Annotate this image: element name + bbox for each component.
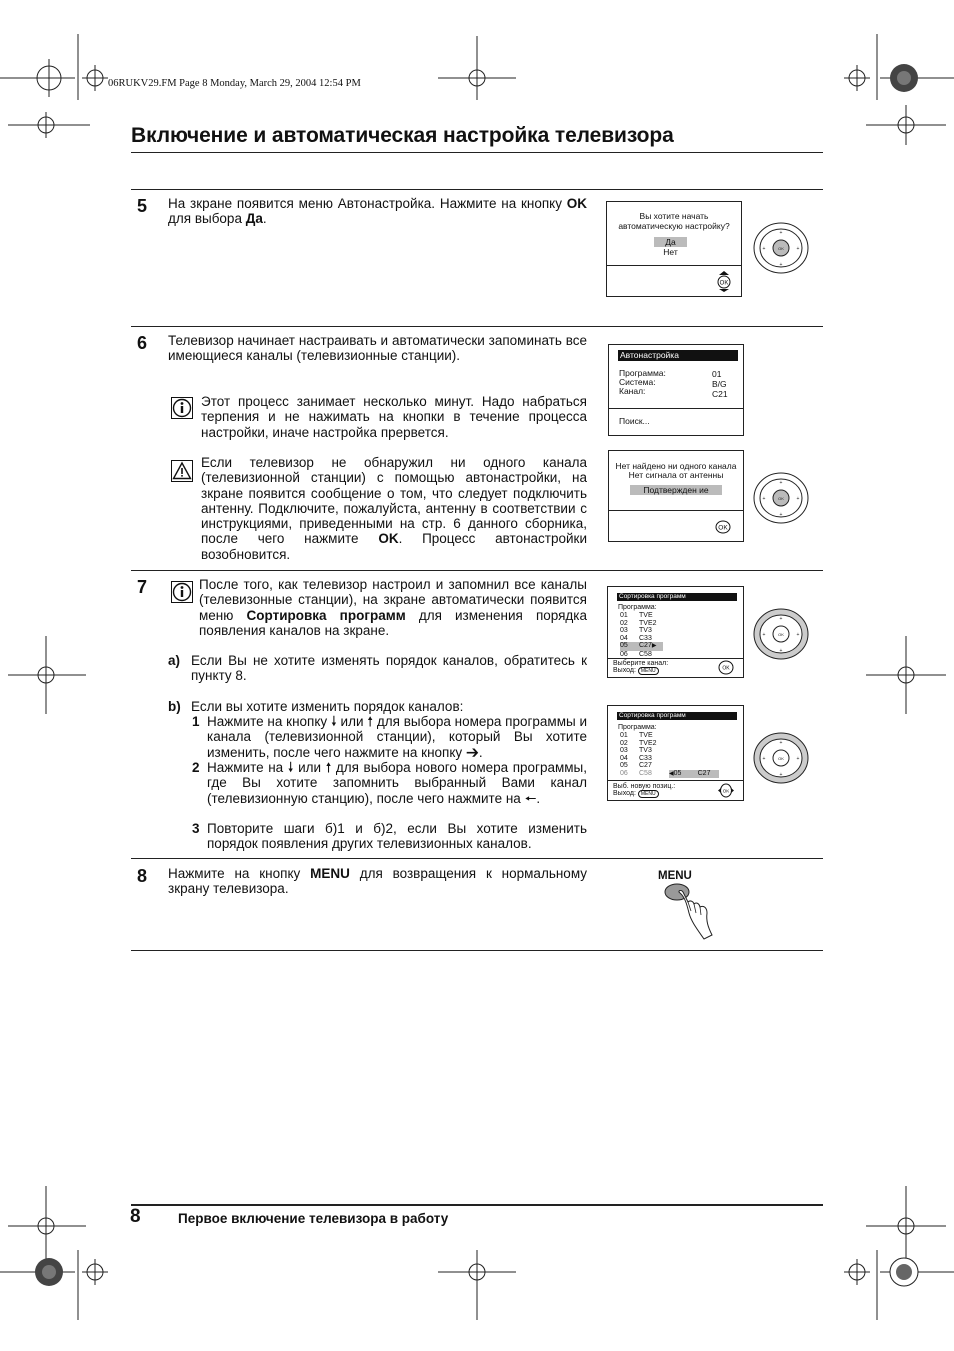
search-status: Поиск... — [619, 416, 650, 426]
svg-text:+: + — [762, 496, 766, 502]
value-program: 01 — [712, 369, 722, 379]
substep-3-text: Повторите шаги б)1 и б)2, если Вы хотите изменить порядок появления других телевизионных каналов. — [207, 821, 587, 852]
no-channel-line-1: Нет найдено ни одного канала — [615, 461, 737, 471]
step5-text: На зкране появится меню Автонастройка. Нажмите на кнопку OK для выбора Да. — [168, 196, 587, 227]
sort-heading: Программа: — [618, 604, 657, 611]
footer-section-title: Первое включение телевизора в работу — [178, 1211, 449, 1226]
sort-row[interactable]: 03 TV3 — [620, 747, 652, 755]
menu-button-icon: MENU — [638, 667, 659, 675]
page-title: Включение и автоматическая настройка телевизора — [131, 124, 674, 147]
dpad-ok-label: OK — [778, 632, 784, 637]
up-down-ok-icon — [715, 270, 733, 292]
sort-row[interactable]: 02 TVE2 — [620, 619, 657, 627]
sort-list — [620, 612, 680, 659]
sort-row[interactable]: 04 C33 — [620, 634, 652, 642]
label-channel: Канал: — [619, 386, 646, 396]
step7-info-text: После того, как телевизор настроил и запомнил все каналы (телевизонные станции), на зкране автоматически появится меню Сортировка программ для изменения порядка появления каналов на зкране. — [199, 577, 588, 638]
no-channel-line-2: Нет сигнала от антенны — [628, 470, 724, 480]
sort-foot-exit: Выход: MENU — [613, 667, 659, 676]
arrow-up-icon: 🠕 — [325, 760, 332, 775]
svg-text:+: + — [779, 230, 783, 236]
menu-button-icon: MENU — [638, 790, 659, 798]
svg-text:+: + — [796, 246, 800, 252]
no-channel-screen — [608, 450, 744, 542]
title-rule — [131, 152, 823, 153]
ok-button-icon — [715, 520, 731, 534]
remote-dpad-icon — [752, 470, 810, 526]
substep-2-number: 2 — [192, 760, 200, 775]
option-no[interactable]: Нет — [663, 247, 678, 257]
svg-text:+: + — [779, 648, 783, 654]
sort-row[interactable]: 05 C27 — [620, 762, 652, 770]
step6-text: Телевизор начинает настраивать и автоматически запоминать все имеющиеся каналы (телевизионные станции). — [168, 333, 587, 364]
arrow-right-icon: ➔ — [465, 744, 479, 760]
ok-icon-label: OK — [722, 665, 730, 672]
step7-number: 7 — [137, 577, 148, 597]
dpad-ok-icon — [716, 782, 736, 799]
sort-bar: Сортировка программ — [617, 593, 737, 601]
dpad-ok-label: OK — [778, 496, 784, 501]
remote-dpad-icon — [752, 606, 810, 662]
bottom-rule — [131, 950, 823, 951]
arrow-down-icon: 🠗 — [287, 760, 294, 775]
confirm-option[interactable]: Подтвержден ие — [630, 485, 722, 495]
sort-row-target[interactable]: 06 C58 — [620, 769, 652, 777]
info-icon — [171, 581, 193, 603]
question-line-2: автоматическую настройку? — [618, 221, 730, 231]
info-icon — [171, 397, 193, 419]
menu-button-label: MENU — [658, 870, 692, 882]
option-yes[interactable]: Да — [654, 237, 687, 247]
svg-text:+: + — [796, 632, 800, 638]
dpad-ok-icon — [718, 660, 734, 675]
hand-pressing-menu-button-icon — [660, 883, 720, 943]
svg-text:+: + — [796, 756, 800, 762]
value-channel: C21 — [712, 389, 728, 399]
sort-row-selected[interactable]: 05 C27▶ — [620, 642, 663, 651]
substep-1-text: Нажмите на кнопку 🠗 или 🠕 для выбора номера программы и канала (телевизионной станции), который Вы хотите изменить, после чего нажмите на кнопку ➔. — [207, 714, 588, 760]
substep-2-text: Нажмите на 🠗 или 🠕 для выбора нового номера программы, где Вы хотите запомнить выбранный Вами канал (телевизионную станцию), после чего нажмите на 🠔. — [207, 760, 587, 806]
moving-channel[interactable]: ◀05 C27 — [669, 770, 719, 778]
svg-text:+: + — [762, 246, 766, 252]
step6-warning-text: Если телевизор не обнаружил ни одного канала (телевизионной станции) с помощью автонастройки, на зкране появится сообщение о том, что следует подключить антенну. Подключите, пожалуйста, антенну в соответствии с инструкциями, приведенными на стр. 6 данного сборника, после чего нажмите OK. Процесс автонастройки возобновится. — [201, 455, 587, 562]
svg-text:+: + — [779, 262, 783, 268]
sort-row[interactable]: 01 TVE — [620, 732, 653, 739]
sort-row[interactable]: 03 TV3 — [620, 627, 652, 635]
arrow-up-icon: 🠕 — [367, 714, 374, 729]
svg-text:+: + — [762, 756, 766, 762]
sort-foot-select: Выб. новую позиц.: — [613, 783, 676, 790]
step6-number: 6 — [137, 333, 148, 353]
svg-text:+: + — [779, 480, 783, 486]
svg-text:+: + — [762, 632, 766, 638]
arrow-down-icon: 🠗 — [330, 714, 337, 729]
step8-number: 8 — [137, 866, 148, 886]
dpad-ok-label: OK — [778, 756, 784, 761]
arrow-left-icon: ◀ — [669, 771, 674, 777]
ok-icon-label: OK — [722, 788, 730, 794]
dpad-ok-label: OK — [778, 246, 784, 251]
step5-number: 5 — [137, 196, 148, 216]
page-number: 8 — [130, 1206, 141, 1227]
step8-text: Нажмите на кнопку MENU для возвращения к нормальному зкрану телевизора. — [168, 866, 587, 897]
option-a-text: Если Вы не хотите изменять порядок каналов, обратитесь к пункту 8. — [191, 653, 587, 684]
label-system: Система: — [619, 377, 656, 387]
arrow-right-icon: ▶ — [651, 643, 657, 650]
step6-info-text: Этот процесс занимает несколько минут. Надо набраться терпения и не нажимать на кнопки в течение процесса настройки, иначе настройка прервется. — [201, 394, 587, 440]
sort-foot-select: Выберите канал: — [613, 660, 669, 667]
autotune-question-screen — [606, 201, 742, 297]
sort-row[interactable]: 01 TVE — [620, 612, 653, 619]
svg-text:+: + — [796, 496, 800, 502]
substep-3-number: 3 — [192, 821, 200, 836]
option-a-label: a) — [168, 653, 181, 668]
step6-top-rule — [131, 326, 823, 327]
sort-programs-screen-2 — [607, 705, 744, 801]
step8-top-rule — [131, 858, 823, 859]
step5-top-rule — [131, 189, 823, 190]
substep-1-number: 1 — [192, 714, 200, 729]
sort-row[interactable]: 02 TVE2 — [620, 739, 657, 747]
question-line-1: Вы хотите начать — [639, 211, 709, 221]
svg-text:+: + — [779, 512, 783, 518]
footer-rule — [131, 1204, 823, 1206]
header-note: 06RUKV29.FM Page 8 Monday, March 29, 2004 12:54 PM — [108, 78, 361, 89]
ok-button-label: OK — [718, 524, 728, 532]
arrow-left-icon: 🠔 — [524, 790, 537, 806]
ok-icon-label: OK — [719, 280, 729, 287]
step7-top-rule — [131, 570, 823, 571]
sort-row[interactable]: 06 C58 — [620, 650, 652, 658]
remote-dpad-icon — [752, 220, 810, 276]
value-system: B/G — [712, 379, 727, 389]
sort-bar: Сортировка программ — [617, 712, 737, 720]
autotune-progress-screen — [608, 344, 744, 436]
option-b-label: b) — [168, 699, 181, 714]
svg-text:+: + — [779, 616, 783, 622]
sort-heading: Программа: — [618, 724, 657, 731]
svg-text:+: + — [779, 740, 783, 746]
option-b-text: Если вы хотите изменить порядок каналов: — [191, 699, 464, 714]
remote-dpad-icon — [752, 730, 810, 786]
warning-icon — [171, 460, 193, 482]
label-program: Программа: — [619, 368, 666, 378]
sort-programs-screen-1 — [607, 586, 744, 678]
svg-text:+: + — [779, 772, 783, 778]
autotune-bar: Автонастройка — [618, 350, 738, 361]
sort-row[interactable]: 04 C33 — [620, 754, 652, 762]
sort-foot-exit: Выход: MENU — [613, 790, 659, 799]
